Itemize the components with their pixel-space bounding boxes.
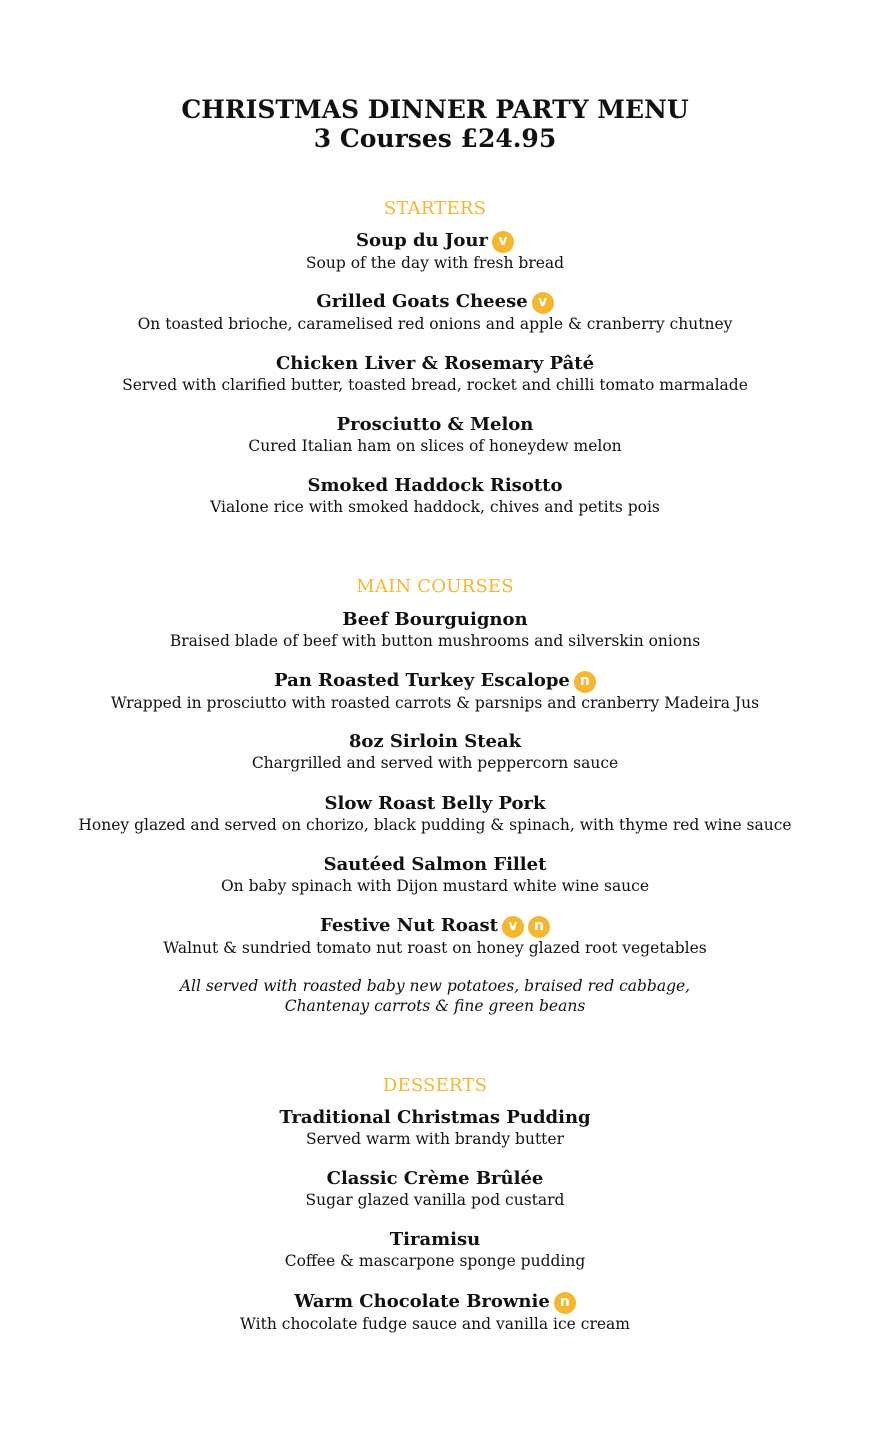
menu-item <box>0 1107 870 1149</box>
item-description: Served warm with brandy butter <box>306 1130 564 1148</box>
menu-item <box>0 915 870 958</box>
item-description: Sugar glazed vanilla pod custard <box>305 1191 565 1209</box>
item-description: Wrapped in prosciutto with roasted carrots & parsnips and cranberry Madeira Jus <box>110 694 760 712</box>
mains-accompaniment-note: All served with roasted baby new potatoes, braised red cabbage, <box>179 977 691 995</box>
item-name: Warm Chocolate Brownie n <box>0 1291 870 1314</box>
vegetarian-badge-icon: v <box>502 916 524 938</box>
menu-item <box>0 793 870 835</box>
item-name: Chicken Liver & Rosemary Pâté <box>275 353 595 374</box>
contains-nuts-badge-icon: n <box>574 671 596 693</box>
menu-item <box>0 609 870 651</box>
menu-item <box>0 230 870 273</box>
item-description: With chocolate fudge sauce and vanilla ice cream <box>240 1315 630 1333</box>
menu-title: CHRISTMAS DINNER PARTY MENU <box>181 95 689 124</box>
menu-item <box>0 1168 870 1210</box>
item-name: Smoked Haddock Risotto <box>307 475 563 496</box>
menu-item <box>0 1229 870 1271</box>
item-description: Braised blade of beef with button mushrooms and silverskin onions <box>169 632 701 650</box>
menu-item <box>0 475 870 517</box>
item-description: Walnut & sundried tomato nut roast on honey glazed root vegetables <box>163 939 707 957</box>
item-name: Grilled Goats Cheese v <box>0 291 870 314</box>
item-description: On toasted brioche, caramelised red onions and apple & cranberry chutney <box>137 315 733 333</box>
item-name: 8oz Sirloin Steak <box>348 731 522 752</box>
menu-item <box>0 414 870 456</box>
vegetarian-badge-icon: v <box>492 231 514 253</box>
menu-item <box>0 291 870 334</box>
section-heading-mains: MAIN COURSES <box>356 576 514 597</box>
menu-item <box>0 670 870 713</box>
menu-item <box>0 353 870 395</box>
item-description: Coffee & mascarpone sponge pudding <box>284 1252 586 1270</box>
item-name: Soup du Jour v <box>0 230 870 253</box>
section-heading-desserts: DESSERTS <box>382 1075 488 1096</box>
item-description: Vialone rice with smoked haddock, chives and petits pois <box>210 498 660 516</box>
item-name: Pan Roasted Turkey Escalope n <box>0 670 870 693</box>
item-description: Honey glazed and served on chorizo, black pudding & spinach, with thyme red wine sauce <box>78 816 792 834</box>
mains-accompaniment-note-line2: Chantenay carrots & fine green beans <box>284 997 586 1015</box>
item-name: Classic Crème Brûlée <box>326 1168 544 1189</box>
item-description: Served with clarified butter, toasted bread, rocket and chilli tomato marmalade <box>122 376 748 394</box>
item-name: Beef Bourguignon <box>342 609 528 630</box>
contains-nuts-badge-icon: n <box>528 916 550 938</box>
menu-item <box>0 854 870 896</box>
section-heading-starters: STARTERS <box>383 198 487 219</box>
item-description: Soup of the day with fresh bread <box>305 254 565 272</box>
item-name: Prosciutto & Melon <box>336 414 534 435</box>
menu-item <box>0 731 870 773</box>
item-name: Sautéed Salmon Fillet <box>323 854 547 875</box>
menu-item <box>0 1291 870 1334</box>
contains-nuts-badge-icon: n <box>554 1292 576 1314</box>
item-description: Cured Italian ham on slices of honeydew melon <box>248 437 622 455</box>
menu-price: 3 Courses £24.95 <box>313 124 557 153</box>
item-name: Festive Nut Roast v n <box>0 915 870 938</box>
item-description: On baby spinach with Dijon mustard white wine sauce <box>220 877 650 895</box>
vegetarian-badge-icon: v <box>532 292 554 314</box>
item-name: Traditional Christmas Pudding <box>279 1107 591 1128</box>
item-name: Slow Roast Belly Pork <box>324 793 546 814</box>
item-description: Chargrilled and served with peppercorn sauce <box>251 754 619 772</box>
item-name: Tiramisu <box>389 1229 481 1250</box>
